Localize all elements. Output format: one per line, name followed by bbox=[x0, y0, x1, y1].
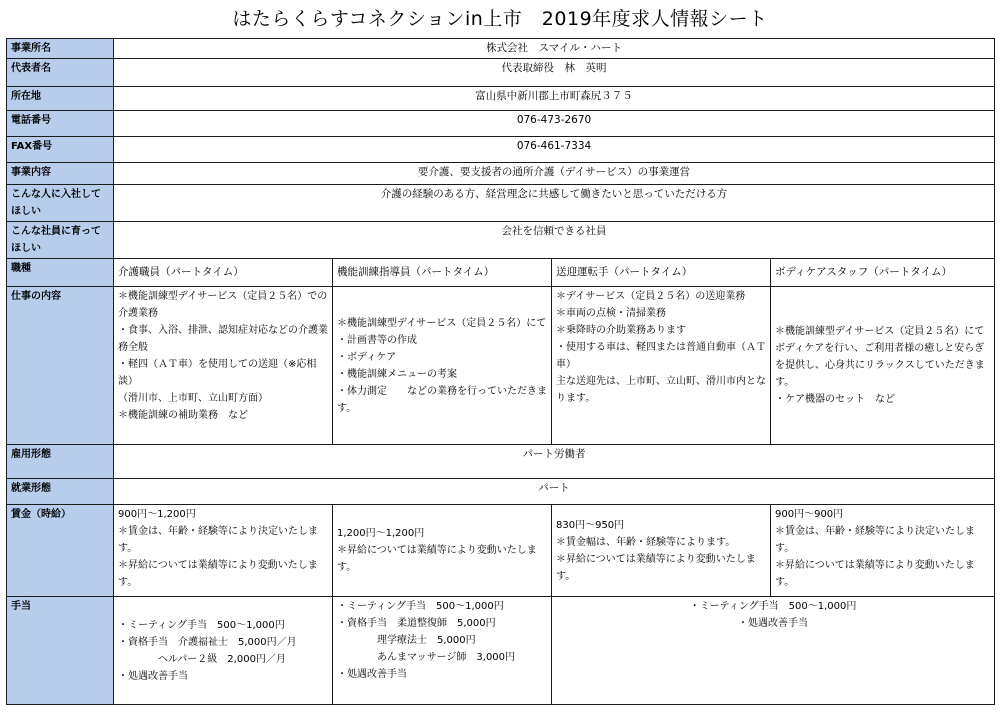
row-company bbox=[7, 39, 995, 59]
job-info-table bbox=[6, 38, 995, 705]
allowance-line: ・ミーティング手当 500～1,000円 bbox=[118, 619, 285, 631]
label-allowance: 手当 bbox=[7, 597, 114, 705]
row-wanted bbox=[7, 185, 995, 222]
duties-3 bbox=[552, 287, 771, 445]
wage-3 bbox=[552, 505, 771, 597]
allowance-line: あんまマッサージ師 3,000円 bbox=[337, 652, 516, 663]
allowance-line: ・ミーティング手当 500～1,000円 bbox=[337, 601, 504, 612]
allowance-line: ・資格手当 介護福祉士 5,000円／月 bbox=[118, 636, 297, 648]
duties-2 bbox=[333, 287, 552, 445]
label-address: 所在地 bbox=[7, 87, 114, 111]
wage-line: 830円～950円 bbox=[556, 519, 625, 531]
value-company: 株式会社 スマイル・ハート bbox=[114, 39, 995, 59]
duties-4 bbox=[771, 287, 995, 445]
allowance-line: ・処遇改善手当 bbox=[337, 669, 407, 680]
row-employment bbox=[7, 445, 995, 479]
row-allowance bbox=[7, 597, 995, 705]
row-duties bbox=[7, 287, 995, 445]
wage-line: ＊昇給については業績等により変動いたします。 bbox=[118, 560, 318, 588]
row-jobtype bbox=[7, 259, 995, 287]
duty-line: ＊機能訓練の補助業務 など bbox=[118, 410, 248, 421]
wage-line: ＊昇給については業績等により変動いたします。 bbox=[556, 553, 756, 582]
allowance-2 bbox=[333, 597, 552, 705]
wage-line: 900円～900円 bbox=[775, 509, 844, 520]
allowance-line: ・ミーティング手当 500～1,000円 bbox=[689, 601, 857, 612]
wage-line: ＊昇給については業績等により変動いたします。 bbox=[337, 545, 537, 573]
duty-line: ・食事、入浴、排泄、認知症対応などの介護業務全般 bbox=[118, 325, 328, 353]
duty-line: 主な送迎先は、上市町、立山町、滑川市内となります。 bbox=[556, 376, 766, 404]
jobtype-1: 介護職員（パートタイム） bbox=[114, 259, 333, 287]
duty-line: ＊デイサービス（定員２５名）の送迎業務 bbox=[556, 291, 746, 302]
allowance-line: ・資格手当 柔道整復師 5,000円 bbox=[337, 618, 496, 629]
row-work-style bbox=[7, 479, 995, 505]
wage-line: ＊賃金は、年齢・経験等により決定いたします。 bbox=[775, 526, 975, 554]
value-wanted: 介護の経験のある方、経営理念に共感して働きたいと思っていただける方 bbox=[114, 185, 995, 222]
row-grow bbox=[7, 222, 995, 259]
allowance-line: ヘルパー２級 2,000円／月 bbox=[118, 653, 286, 665]
wage-2 bbox=[333, 505, 552, 597]
label-business: 事業内容 bbox=[7, 163, 114, 185]
label-duties: 仕事の内容 bbox=[7, 287, 114, 445]
value-tel: 076-473-2670 bbox=[114, 111, 995, 137]
allowance-line: 理学療法士 5,000円 bbox=[337, 635, 476, 646]
label-work-style: 就業形態 bbox=[7, 479, 114, 505]
duty-line: ・機能訓練メニューの考案 bbox=[337, 368, 457, 380]
value-address: 富山県中新川郡上市町森尻３７５ bbox=[114, 87, 995, 111]
wage-line: ＊賃金幅は、年齢・経験等によります。 bbox=[556, 536, 736, 548]
row-wage bbox=[7, 505, 995, 597]
jobtype-2: 機能訓練指導員（パートタイム） bbox=[333, 259, 552, 287]
jobtype-4: ボディケアスタッフ（パートタイム） bbox=[771, 259, 995, 287]
label-tel: 電話番号 bbox=[7, 111, 114, 137]
value-business: 要介護、要支援者の通所介護（デイサービス）の事業運営 bbox=[114, 163, 995, 185]
duty-line: ・ケア機器のセット など bbox=[775, 394, 895, 405]
duty-line: ・軽四（ＡＴ車）を使用しての送迎（※応相談） bbox=[118, 359, 317, 387]
wage-line: 1,200円～1,200円 bbox=[337, 528, 425, 539]
value-employment: パート労働者 bbox=[114, 445, 995, 479]
duty-line: ＊機能訓練型デイサービス（定員２５名）にて bbox=[337, 317, 547, 329]
label-employment: 雇用形態 bbox=[7, 445, 114, 479]
duty-line: ＊乗降時の介助業務あります bbox=[556, 325, 686, 336]
row-fax bbox=[7, 137, 995, 163]
duty-line: ・ボディケア bbox=[337, 351, 397, 363]
label-fax: FAX番号 bbox=[7, 137, 114, 163]
wage-line: ＊昇給については業績等により変動いたします。 bbox=[775, 560, 975, 588]
duty-line: ・使用する車は、軽四または普通自動車（ＡＴ車） bbox=[556, 342, 766, 370]
allowance-line: ・処遇改善手当 bbox=[738, 618, 809, 629]
value-grow: 会社を信頼できる社員 bbox=[114, 222, 995, 259]
allowance-3-4 bbox=[552, 597, 995, 705]
value-fax: 076-461-7334 bbox=[114, 137, 995, 163]
duty-line: （滑川市、上市町、立山町方面） bbox=[118, 393, 268, 404]
row-tel bbox=[7, 111, 995, 137]
allowance-1 bbox=[114, 597, 333, 705]
jobtype-3: 送迎運転手（パートタイム） bbox=[552, 259, 771, 287]
value-work-style: パート bbox=[114, 479, 995, 505]
row-address bbox=[7, 87, 995, 111]
label-jobtype: 職種 bbox=[7, 259, 114, 287]
row-rep bbox=[7, 59, 995, 87]
page-title: はたらくらすコネクションin上市 2019年度求人情報シート bbox=[232, 8, 768, 30]
duty-line: ＊機能訓練型デイサービス（定員２５名）での介護業務 bbox=[118, 291, 328, 319]
value-rep: 代表取締役 林 英明 bbox=[114, 59, 995, 87]
label-grow: こんな社員に育ってほしい bbox=[7, 222, 114, 259]
duty-line: ＊車両の点検・清掃業務 bbox=[556, 308, 666, 319]
label-rep: 代表者名 bbox=[7, 59, 114, 87]
wage-4 bbox=[771, 505, 995, 597]
allowance-line: ・処遇改善手当 bbox=[118, 670, 188, 682]
label-wage: 賃金（時給） bbox=[7, 505, 114, 597]
duties-1 bbox=[114, 287, 333, 445]
wage-1 bbox=[114, 505, 333, 597]
label-wanted: こんな人に入社してほしい bbox=[7, 185, 114, 222]
duty-line: ・体力測定 などの業務を行っていただきます。 bbox=[337, 385, 547, 414]
duty-line: ・計画書等の作成 bbox=[337, 334, 417, 346]
wage-line: 900円～1,200円 bbox=[118, 509, 196, 520]
duty-line: ＊機能訓練型デイサービス（定員２５名）にてボディケアを行い、ご利用者様の癒しと安らぎを提供し、心身共にリラックスしていただきます。 bbox=[775, 326, 985, 388]
label-company: 事業所名 bbox=[7, 39, 114, 59]
row-business bbox=[7, 163, 995, 185]
wage-line: ＊賃金は、年齢・経験等により決定いたします。 bbox=[118, 526, 318, 554]
